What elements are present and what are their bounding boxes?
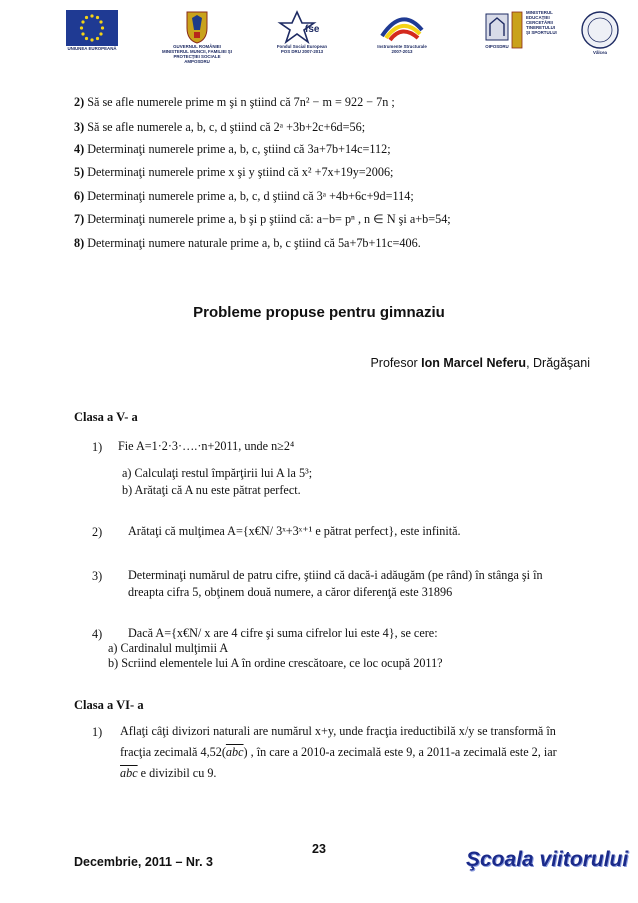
c5-p4-a: a) Cardinalul mulţimii A (108, 641, 229, 655)
c6-p1-line3 (120, 763, 216, 783)
valcea-logo-caption: Vâlcea (593, 50, 607, 55)
problem-text: Să se afle numerele prime m şi n ştiind că 7n² − m = 922 − 7n ; (87, 95, 395, 109)
problem-8 (74, 236, 421, 251)
c5-p1-a: a) Calculaţi restul împărţirii lui A la 5³; (122, 466, 313, 480)
eu-logo (66, 10, 118, 51)
instrumente-icon (376, 10, 428, 44)
oipos-logo-caption: OIPOSDRU (485, 44, 509, 49)
ministry-logo-caption: MINISTERUL EDUCAŢIEI CERCETĂRII TINERETULUI ŞI SPORTULUI (526, 10, 557, 35)
eu-logo-caption: UNIUNEA EUROPEANĂ (67, 46, 117, 51)
c6-p1-line2-start: fracţia zecimală 4,52( (120, 745, 226, 759)
c6-p1-line2 (120, 742, 557, 762)
valcea-seal-icon (580, 10, 620, 50)
problem-6 (74, 189, 414, 204)
fse-star-icon (277, 10, 327, 44)
problem-number: 7) (74, 212, 85, 226)
author-suffix: , Drăgăşani (526, 356, 590, 370)
gov-logo-caption: GUVERNUL ROMÂNIEI MINISTERUL MUNCII, FAMILIEI ŞI PROTECŢIEI SOCIALE AMPOSDRU (162, 44, 232, 64)
problem-2 (74, 95, 395, 110)
instrumente-logo-caption: Instrumente Structurale 2007-2013 (377, 44, 427, 54)
section-heading: Probleme propuse pentru gimnaziu (193, 304, 445, 321)
class-6-title: Clasa a VI- a (74, 698, 144, 712)
problem-text: Determinaţi numerele prime a, b, c, ştiind că 3a+7b+14c=112; (87, 142, 391, 156)
abc-overline: $\overline{abc}$ (120, 766, 138, 780)
gov-logo (152, 10, 242, 64)
c6-p1-line2-end: ) , în care a 2010-a zecimală este 9, a 2011-a zecimală este 2, iar (243, 745, 557, 759)
author-name: Ion Marcel Neferu (421, 356, 527, 370)
problem-4 (74, 142, 391, 157)
c5-p4-number: 4) (92, 627, 103, 641)
valcea-logo (578, 10, 622, 55)
fse-logo (262, 10, 342, 54)
problem-number: 3) (74, 120, 85, 134)
c5-p2-text: Arătaţi că mulţimea A={x€N/ 3ˣ+3ˣ⁺¹ e pătrat perfect}, este infinită. (128, 524, 461, 538)
c5-p1-b: b) Arătaţi că A nu este pătrat perfect. (122, 483, 301, 497)
c6-p1-line3-end: e divizibil cu 9. (137, 766, 217, 780)
ministry-logo (510, 10, 588, 50)
issue-label: Decembrie, 2011 – Nr. 3 (74, 855, 213, 869)
abc-overline: $\overline{abc}$ (225, 745, 244, 759)
problem-number: 4) (74, 142, 85, 156)
author-prefix: Profesor (370, 356, 422, 370)
ministry-crest-icon (510, 10, 524, 50)
problem-text: Să se afle numerele a, b, c, d ştiind că 2ᵃ +3b+2c+6d=56; (87, 120, 366, 134)
coat-of-arms-icon (184, 10, 210, 44)
c6-p1-line1: Aflaţi câţi divizori naturali are numărul x+y, unde fracţia ireductibilă x/y se transformă în (120, 724, 556, 738)
page-number: 23 (312, 842, 326, 856)
instrumente-logo (362, 10, 442, 54)
author-line (370, 356, 590, 370)
c5-p1-number: 1) (92, 440, 103, 454)
fse-logo-caption: Fondul Social European POS DRU 2007-2013 (276, 44, 328, 54)
problem-5 (74, 165, 393, 180)
brand-logo-text: Şcoala viitorului (466, 848, 629, 871)
problem-text: Determinaţi numerele prime x şi y ştiind că x² +7x+19y=2006; (87, 165, 394, 179)
c5-p3-line2: dreapta cifra 5, obţinem două numere, a căror diferenţă este 31896 (128, 585, 453, 599)
c5-p3-number: 3) (92, 569, 103, 583)
problem-number: 2) (74, 95, 85, 109)
problem-number: 5) (74, 165, 85, 179)
problem-3 (74, 120, 365, 135)
c5-p2-number: 2) (92, 525, 103, 539)
class-5-title: Clasa a V- a (74, 410, 138, 424)
c5-p4-b: b) Scriind elementele lui A în ordine crescătoare, ce loc ocupă 2011? (108, 656, 443, 670)
problem-text: Determinaţi numerele prime a, b, c, d ştiind că 3ᵃ +4b+6c+9d=114; (87, 189, 414, 203)
oipos-icon (482, 10, 512, 44)
problem-7 (74, 212, 451, 227)
c6-p1-number: 1) (92, 725, 103, 739)
c5-p4-text: Dacă A={x€N/ x are 4 cifre şi suma cifrelor lui este 4}, se cere: (128, 626, 438, 640)
problem-number: 8) (74, 236, 85, 250)
problem-text: Determinaţi numerele prime a, b şi p ştiind că: a−b= pⁿ , n ∈ N şi a+b=54; (87, 212, 451, 226)
c5-p3-line1: Determinaţi numărul de patru cifre, ştiind că dacă-i adăugăm (pe rând) în stânga şi în (128, 568, 543, 582)
c5-p1-text: Fie A=1·2·3·….·n+2011, unde n≥2⁴ (118, 439, 295, 453)
problem-text: Determinaţi numere naturale prime a, b, c ştiind că 5a+7b+11c=406. (87, 236, 421, 250)
logo-bar (62, 10, 622, 74)
problem-number: 6) (74, 189, 85, 203)
svg-text:fse: fse (305, 24, 320, 35)
eu-flag-icon (66, 10, 118, 46)
